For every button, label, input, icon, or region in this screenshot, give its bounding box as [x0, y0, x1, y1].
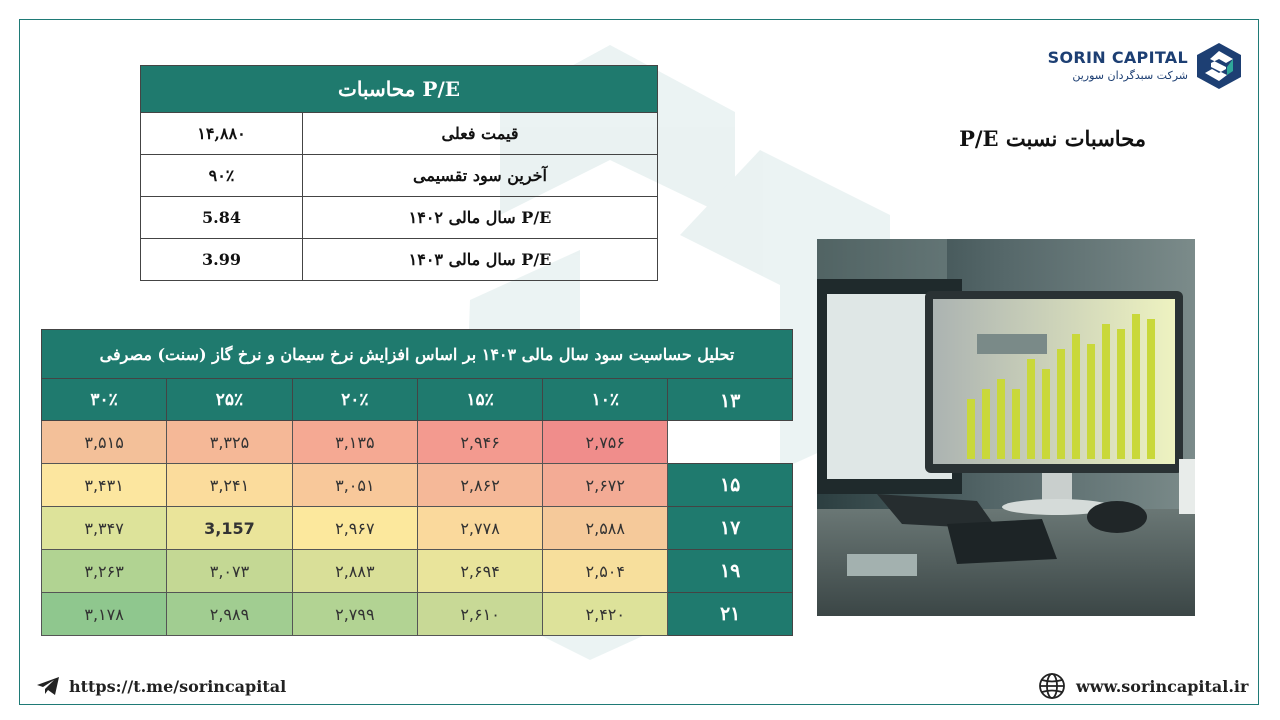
logo-name-en: SORIN CAPITAL — [1047, 48, 1188, 67]
sensitivity-cell: ۲,۶۱۰ — [417, 593, 542, 636]
pe-value: 3.99 — [141, 239, 303, 281]
sensitivity-cell: ۲,۹۶۷ — [292, 507, 417, 550]
table-row — [42, 464, 793, 507]
pe-value: ۹۰٪ — [141, 155, 303, 197]
website-url: www.sorincapital.ir — [1076, 676, 1249, 696]
column-header: ۱۰٪ — [543, 379, 668, 421]
pe-label: آخرین سود تقسیمی — [303, 155, 658, 197]
logo-name-fa: شرکت سبدگردان سورین — [1072, 69, 1188, 82]
table-row — [42, 507, 793, 550]
sensitivity-cell: ۳,۴۳۱ — [42, 464, 167, 507]
globe-icon — [1038, 672, 1066, 700]
page-title: محاسبات نسبت P/E — [959, 126, 1146, 151]
table-row — [141, 197, 658, 239]
sensitivity-cell: ۲,۵۸۸ — [543, 507, 668, 550]
pe-label: P/E سال مالی ۱۴۰۲ — [303, 197, 658, 239]
table-row — [141, 155, 658, 197]
column-header: ۳۰٪ — [42, 379, 167, 421]
row-header: ۲۱ — [668, 593, 793, 636]
telegram-url: https://t.me/sorincapital — [69, 676, 287, 696]
table-row — [42, 421, 793, 464]
sensitivity-cell: ۲,۵۰۴ — [543, 550, 668, 593]
row-header: ۱۹ — [668, 550, 793, 593]
sensitivity-cell: ۳,۲۴۱ — [167, 464, 293, 507]
website-link[interactable] — [1038, 672, 1248, 700]
sorin-logo-mark-icon — [1196, 42, 1242, 90]
pe-label: قیمت فعلی — [303, 113, 658, 155]
column-header: ۱۵٪ — [417, 379, 542, 421]
sensitivity-cell: ۳,۱۳۵ — [292, 421, 417, 464]
computer-chart-photo — [817, 239, 1195, 616]
pe-table-header: محاسبات P/E — [141, 66, 658, 113]
sensitivity-cell: ۲,۷۹۹ — [292, 593, 417, 636]
sensitivity-cell: ۳,۳۲۵ — [167, 421, 293, 464]
table-row — [141, 239, 658, 281]
sensitivity-cell: ۲,۶۹۴ — [417, 550, 542, 593]
sensitivity-cell: ۳,۰۷۳ — [167, 550, 293, 593]
pe-value: ۱۴,۸۸۰ — [141, 113, 303, 155]
sensitivity-caption: تحلیل حساسیت سود سال مالی ۱۴۰۳ بر اساس افزایش نرخ سیمان و نرخ گاز (سنت) مصرفی — [42, 330, 793, 379]
sensitivity-cell: ۲,۸۶۲ — [417, 464, 542, 507]
sensitivity-cell: ۲,۸۸۳ — [292, 550, 417, 593]
table-row — [42, 593, 793, 636]
table-row — [42, 550, 793, 593]
sensitivity-cell: ۳,۵۱۵ — [42, 421, 167, 464]
sensitivity-cell: ۲,۴۲۰ — [543, 593, 668, 636]
telegram-link[interactable] — [36, 674, 286, 698]
company-logo — [1047, 40, 1245, 95]
sensitivity-cell: ۲,۹۴۶ — [417, 421, 542, 464]
sensitivity-cell: 3,157 — [167, 507, 293, 550]
sensitivity-cell: ۲,۷۷۸ — [417, 507, 542, 550]
telegram-icon — [36, 676, 60, 696]
corner-cell: ۱۳ — [668, 379, 793, 421]
sensitivity-table — [41, 329, 793, 636]
sensitivity-cell: ۲,۷۵۶ — [543, 421, 668, 464]
row-header: ۱۵ — [668, 464, 793, 507]
sensitivity-cell: ۳,۲۶۳ — [42, 550, 167, 593]
sensitivity-cell: ۲,۶۷۲ — [543, 464, 668, 507]
sensitivity-cell: ۳,۳۴۷ — [42, 507, 167, 550]
column-header: ۲۰٪ — [292, 379, 417, 421]
pe-calculation-table — [140, 65, 658, 281]
pe-label: P/E سال مالی ۱۴۰۳ — [303, 239, 658, 281]
sensitivity-cell: ۲,۹۸۹ — [167, 593, 293, 636]
sensitivity-cell: ۳,۱۷۸ — [42, 593, 167, 636]
sensitivity-cell: ۳,۰۵۱ — [292, 464, 417, 507]
row-header: ۱۷ — [668, 507, 793, 550]
column-header: ۲۵٪ — [167, 379, 293, 421]
pe-value: 5.84 — [141, 197, 303, 239]
table-row — [141, 113, 658, 155]
